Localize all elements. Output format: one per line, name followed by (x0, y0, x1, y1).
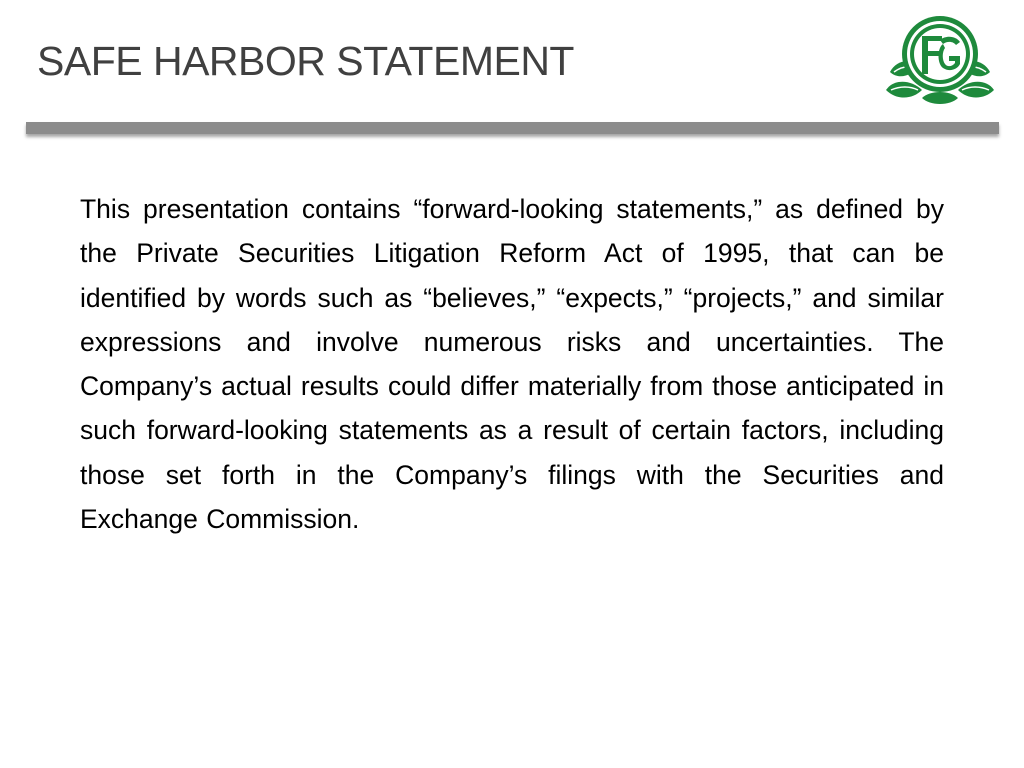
company-logo-icon (882, 10, 998, 110)
safe-harbor-paragraph: This presentation contains “forward-looking statements,” as defined by the Private Securities Litigation Reform Act of 1995, that can be identified by words such as “believes,” “expects,” “projects,” and similar expressions and involve numerous risks and uncertainties. The Company’s actual results could differ materially from those anticipated in such forward-looking statements as a result of certain factors, including those set forth in the Company’s filings with the Securities and Exchange Commission. (80, 194, 944, 535)
slide-title: SAFE HARBOR STATEMENT (37, 38, 574, 84)
title-divider (26, 122, 999, 134)
